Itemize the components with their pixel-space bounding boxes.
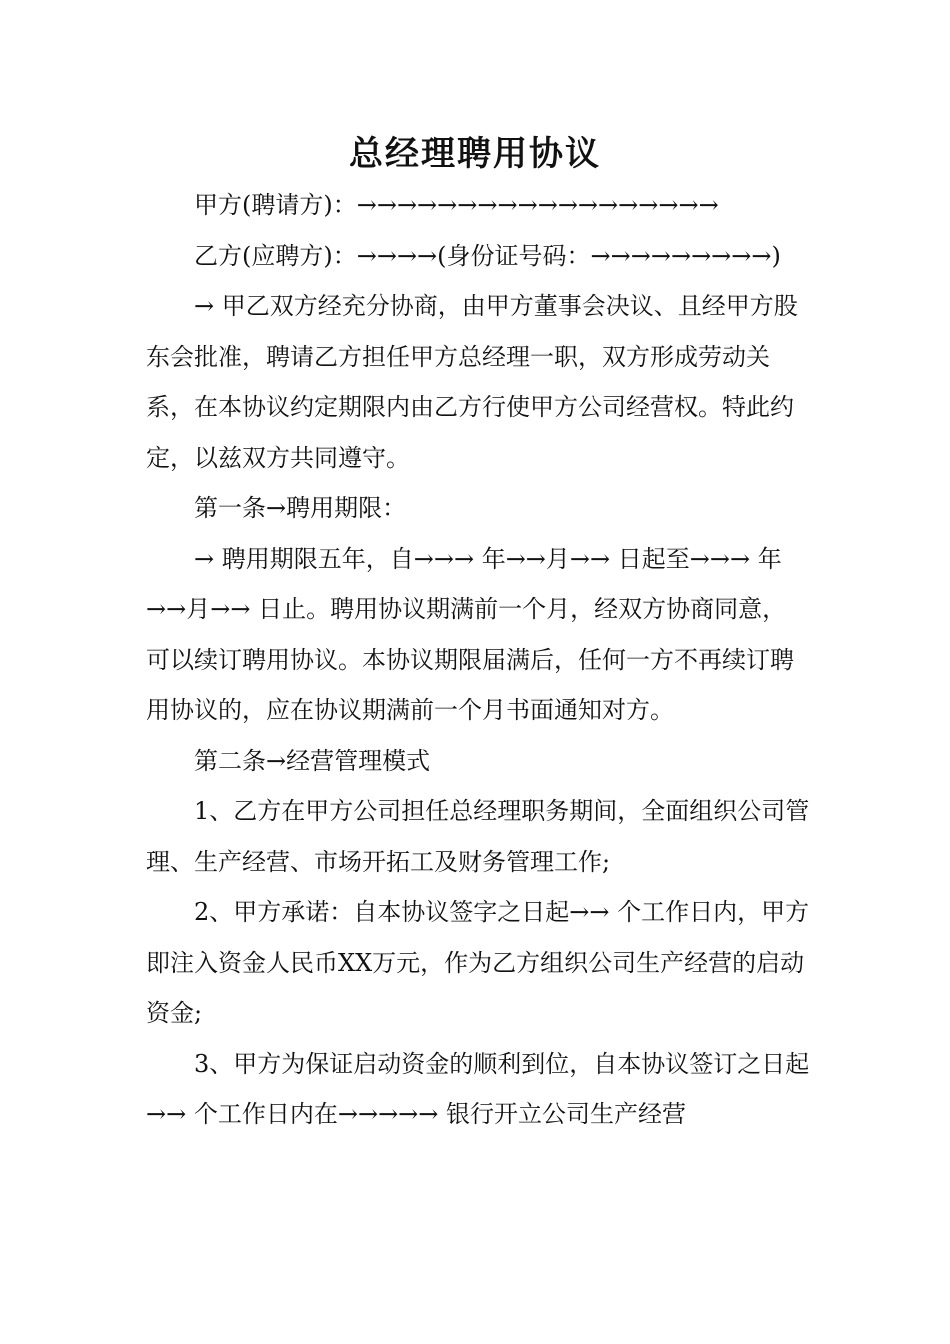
article-2-item-2: 2、甲方承诺：自本协议签字之日起→→ 个工作日内，甲方即注入资金人民币XX万元，作为乙方组织公司生产经营的启动资金; [146, 898, 810, 1027]
article-2-heading: 第二条→经营管理模式 [194, 746, 431, 775]
document-title: 总经理聘用协议 [349, 134, 601, 174]
document-body [146, 180, 810, 1140]
article-2-item-3: 3、甲方为保证启动资金的顺利到位，自本协议签订之日起→→ 个工作日内在→→→→→ 银行开立公司生产经营 [146, 1049, 810, 1128]
party-b-line: 乙方(应聘方)：→→→→(身份证号码：→→→→→→→→→) [194, 241, 781, 270]
party-a-line: 甲方(聘请方)：→→→→→→→→→→→→→→→→→→ [194, 191, 719, 219]
article-2-item-1: 1、乙方在甲方公司担任总经理职务期间，全面组织公司管理、生产经营、市场开拓工及财务管理工作; [146, 797, 810, 876]
article-1-paragraph: → 聘用期限五年，自→→→ 年→→月→→ 日起至→→→ 年→→月→→ 日止。聘用协议期满前一个月，经双方协商同意，可以续订聘用协议。本协议期限届满后，任何一方不再续订聘用协议的，应在协议期满前一个月书面通知对方。 [146, 544, 794, 724]
preamble-paragraph: → 甲乙双方经充分协商，由甲方董事会决议、且经甲方股东会批准，聘请乙方担任甲方总经理一职，双方形成劳动关系，在本协议约定期限内由乙方行使甲方公司经营权。特此约定，以兹双方共同遵守。 [146, 292, 798, 472]
article-1-heading: 第一条→聘用期限： [194, 494, 407, 522]
